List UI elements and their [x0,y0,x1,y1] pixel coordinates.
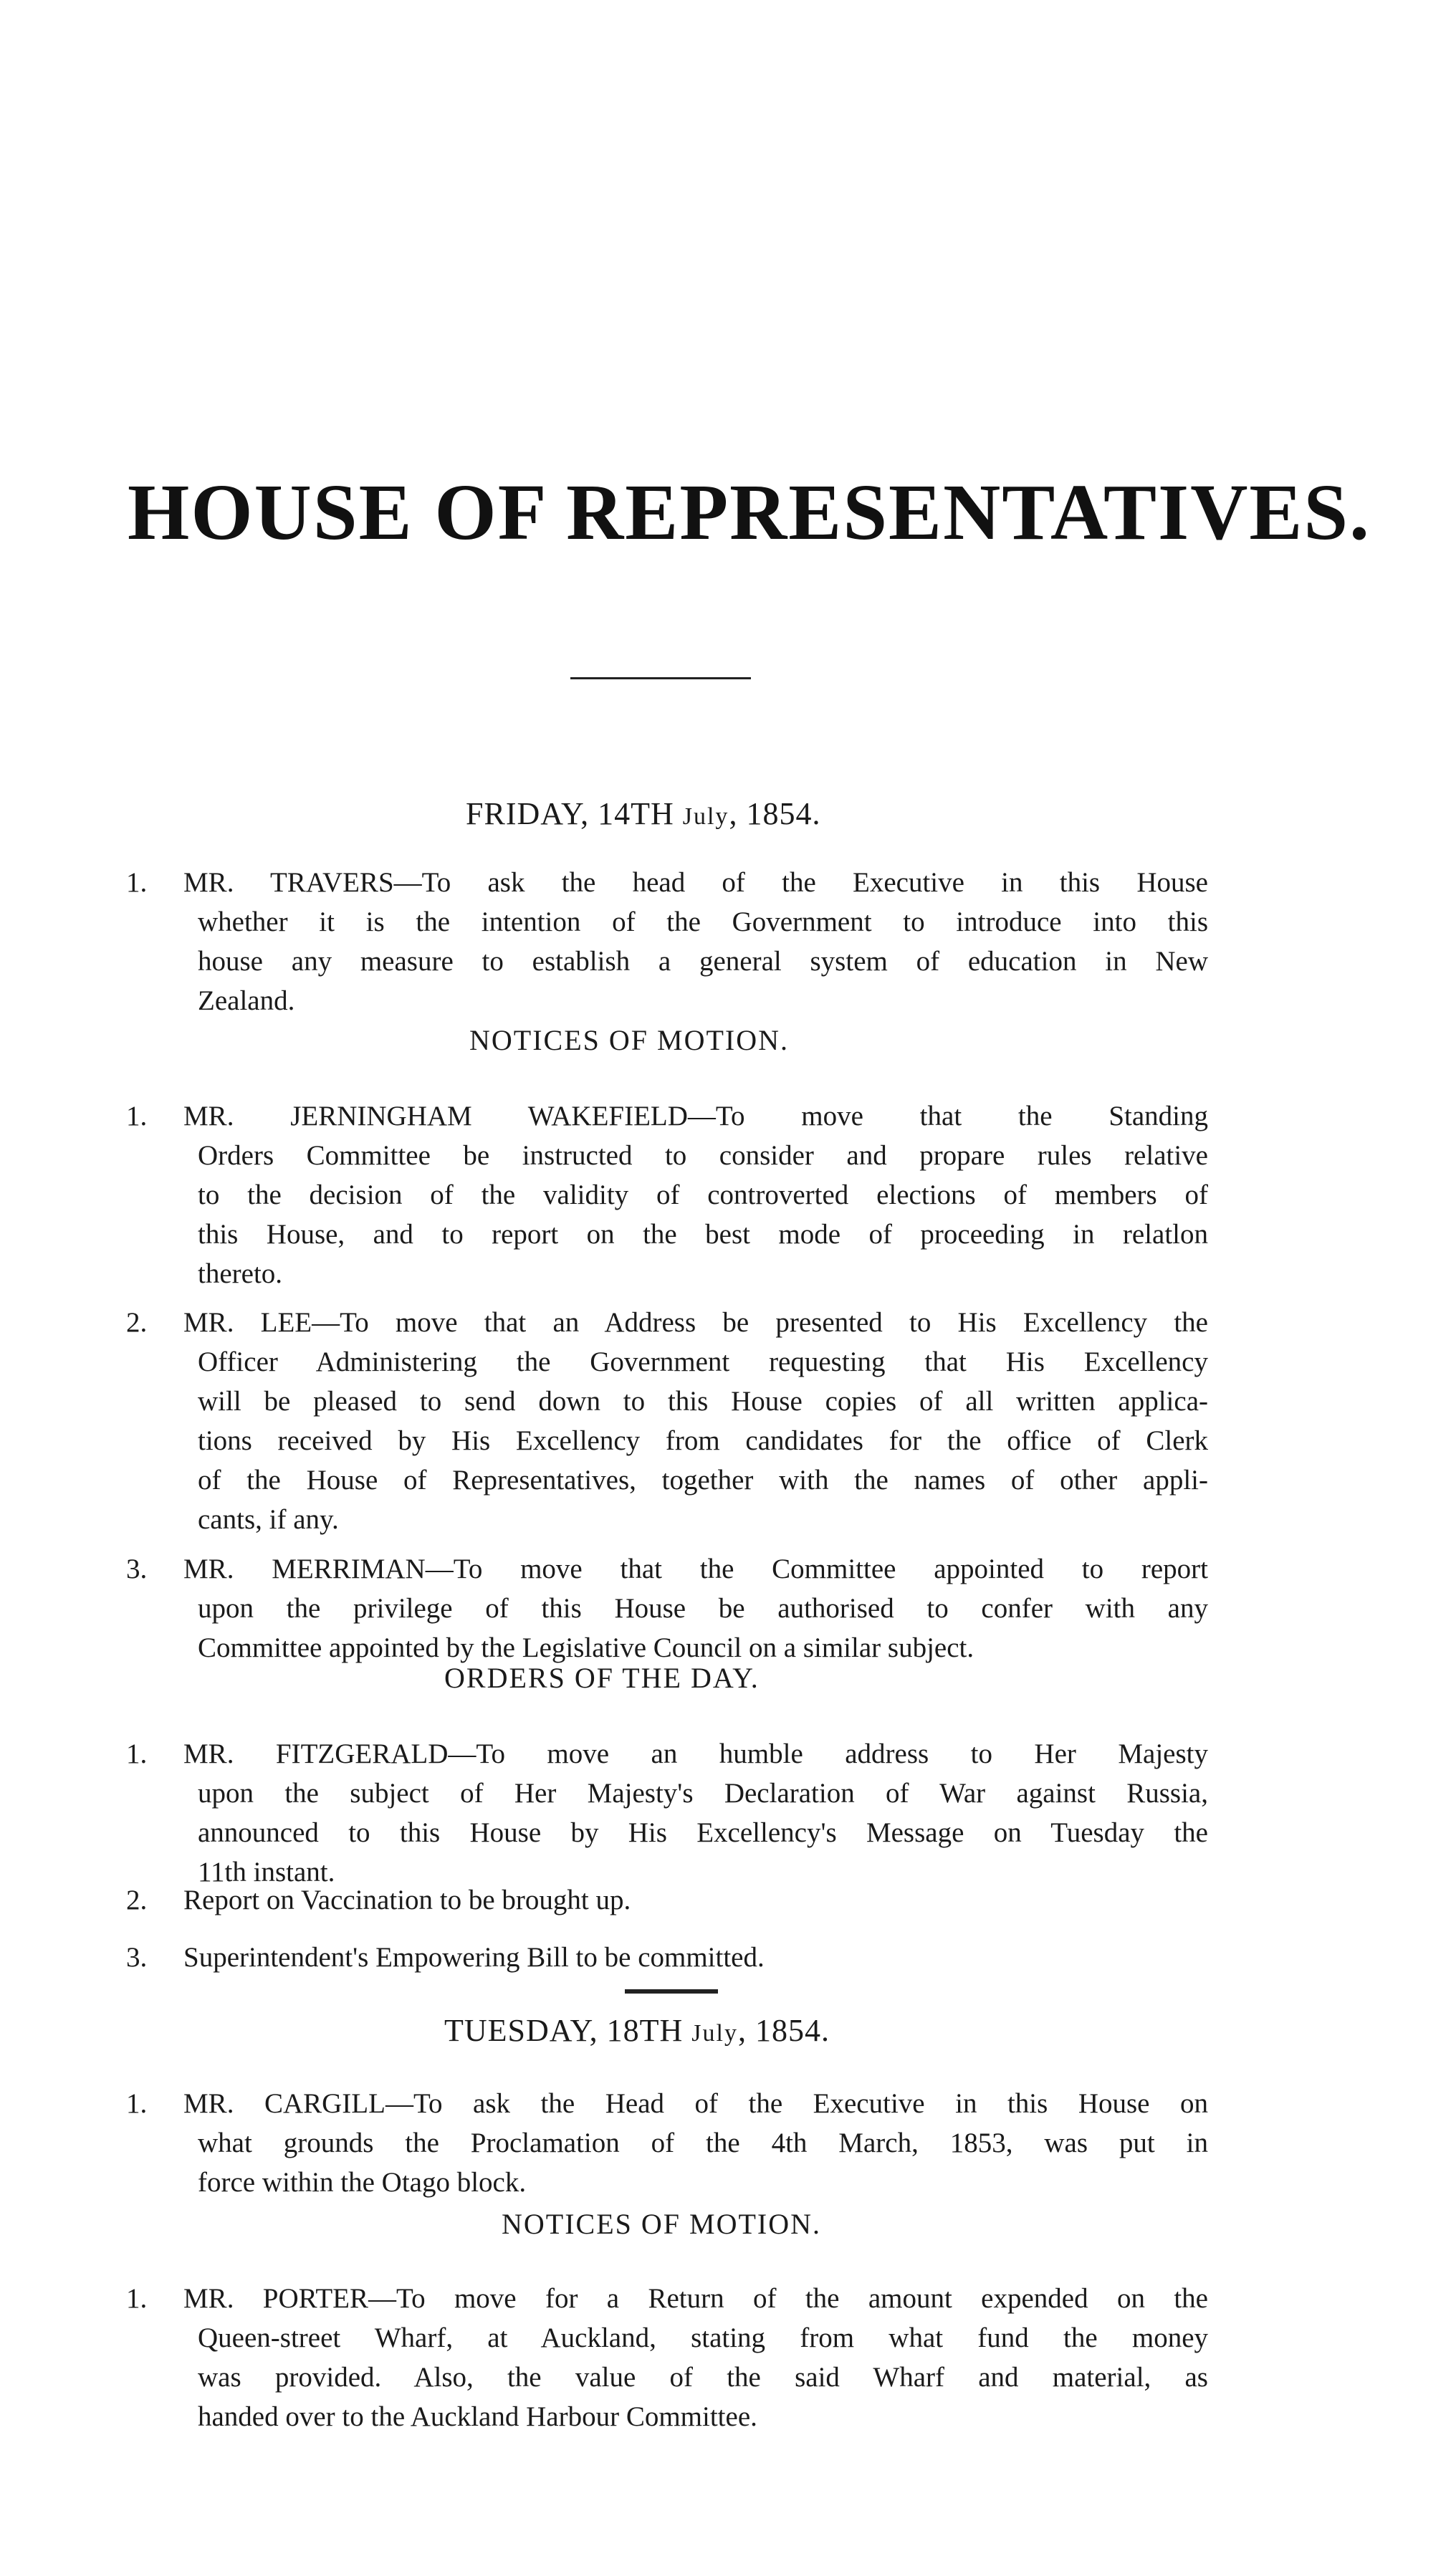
list-item [126,1734,1208,1892]
item-line: MR. CARGILL—To ask the Head of the Executive in this House on [183,2088,1208,2119]
item-line: upon the privilege of this House be authorised to confer with any [198,1593,1208,1624]
notices-heading-friday: NOTICES OF MOTION. [469,1024,789,1056]
item-line: will be pleased to send down to this House copies of all written applica- [198,1386,1208,1417]
list-item [126,1938,1208,1977]
item-number: 1. [126,867,148,898]
item-line: MR. MERRIMAN—To move that the Committee appointed to report [183,1554,1208,1584]
item-line: handed over to the Auckland Harbour Committee. [198,2401,757,2432]
item-line: 11th instant. [198,1857,335,1888]
date-heading-friday-year: , 1854. [729,796,821,831]
item-line: of the House of Representatives, together with the names of other appli- [198,1465,1208,1496]
item-line: tions received by His Excellency from candidates for the office of Clerk [198,1425,1208,1456]
item-line: to the decision of the validity of controverted elections of members of [198,1180,1208,1210]
item-line: upon the subject of Her Majesty's Declaration of War against Russia, [198,1778,1208,1809]
title-divider [570,677,751,679]
item-line: Officer Administering the Government requesting that His Excellency [198,1346,1208,1377]
item-line: what grounds the Proclamation of the 4th March, 1853, was put in [198,2128,1208,2158]
item-line: MR. JERNINGHAM WAKEFIELD—To move that the Standing [183,1101,1208,1131]
item-line: Committee appointed by the Legislative Council on a similar subject. [198,1632,974,1663]
item-number: 3. [126,1554,148,1584]
item-line: thereto. [198,1258,283,1289]
item-line: force within the Otago block. [198,2167,527,2198]
date-heading-tuesday [444,2012,830,2050]
item-number: 1. [126,1101,148,1131]
list-item [126,863,1208,1020]
date-heading-friday [466,795,820,833]
date-heading-tuesday-year: , 1854. [737,2013,830,2048]
date-heading-tuesday-day: TUESDAY, 18TH [444,2013,692,2048]
item-line: Report on Vaccination to be brought up. [183,1885,631,1915]
item-line: Orders Committee be instructed to consider and propare rules relative [198,1140,1208,1171]
item-line: whether it is the intention of the Government to introduce into this [198,906,1208,937]
item-line: Superintendent's Empowering Bill to be committed. [183,1942,765,1973]
list-item [126,1303,1208,1539]
page-title: HOUSE OF REPRESENTATIVES. [128,469,1371,557]
list-item [126,2279,1208,2436]
item-line: Queen-street Wharf, at Auckland, stating from what fund the money [198,2322,1208,2353]
section-divider [625,1989,718,1994]
date-heading-friday-day: FRIDAY, 14TH [466,796,683,831]
item-number: 2. [126,1885,148,1915]
list-item [126,1880,1208,1920]
item-line: Zealand. [198,985,295,1016]
item-line: this House, and to report on the best mode of proceeding in relatlon [198,1219,1208,1250]
list-item [126,2084,1208,2202]
item-line: cants, if any. [198,1504,339,1535]
item-number: 1. [126,2088,148,2119]
notices-heading-tuesday: NOTICES OF MOTION. [502,2208,821,2240]
item-number: 2. [126,1307,148,1338]
item-line: announced to this House by His Excellency's Message on Tuesday the [198,1817,1208,1848]
item-line: MR. FITZGERALD—To move an humble address to Her Majesty [183,1738,1208,1769]
date-heading-tuesday-month: July [691,2020,738,2047]
item-number: 3. [126,1942,148,1973]
list-item [126,1549,1208,1668]
item-line: house any measure to establish a general system of education in New [198,946,1208,977]
item-line: MR. LEE—To move that an Address be presented to His Excellency the [183,1307,1208,1338]
item-number: 1. [126,1738,148,1769]
item-line: MR. TRAVERS—To ask the head of the Executive in this House [183,867,1208,898]
list-item [126,1096,1208,1293]
item-line: MR. PORTER—To move for a Return of the amount expended on the [183,2283,1208,2314]
item-number: 1. [126,2283,148,2314]
orders-heading-friday: ORDERS OF THE DAY. [444,1662,760,1694]
item-line: was provided. Also, the value of the said Wharf and material, as [198,2362,1208,2393]
date-heading-friday-month: July [682,803,729,830]
